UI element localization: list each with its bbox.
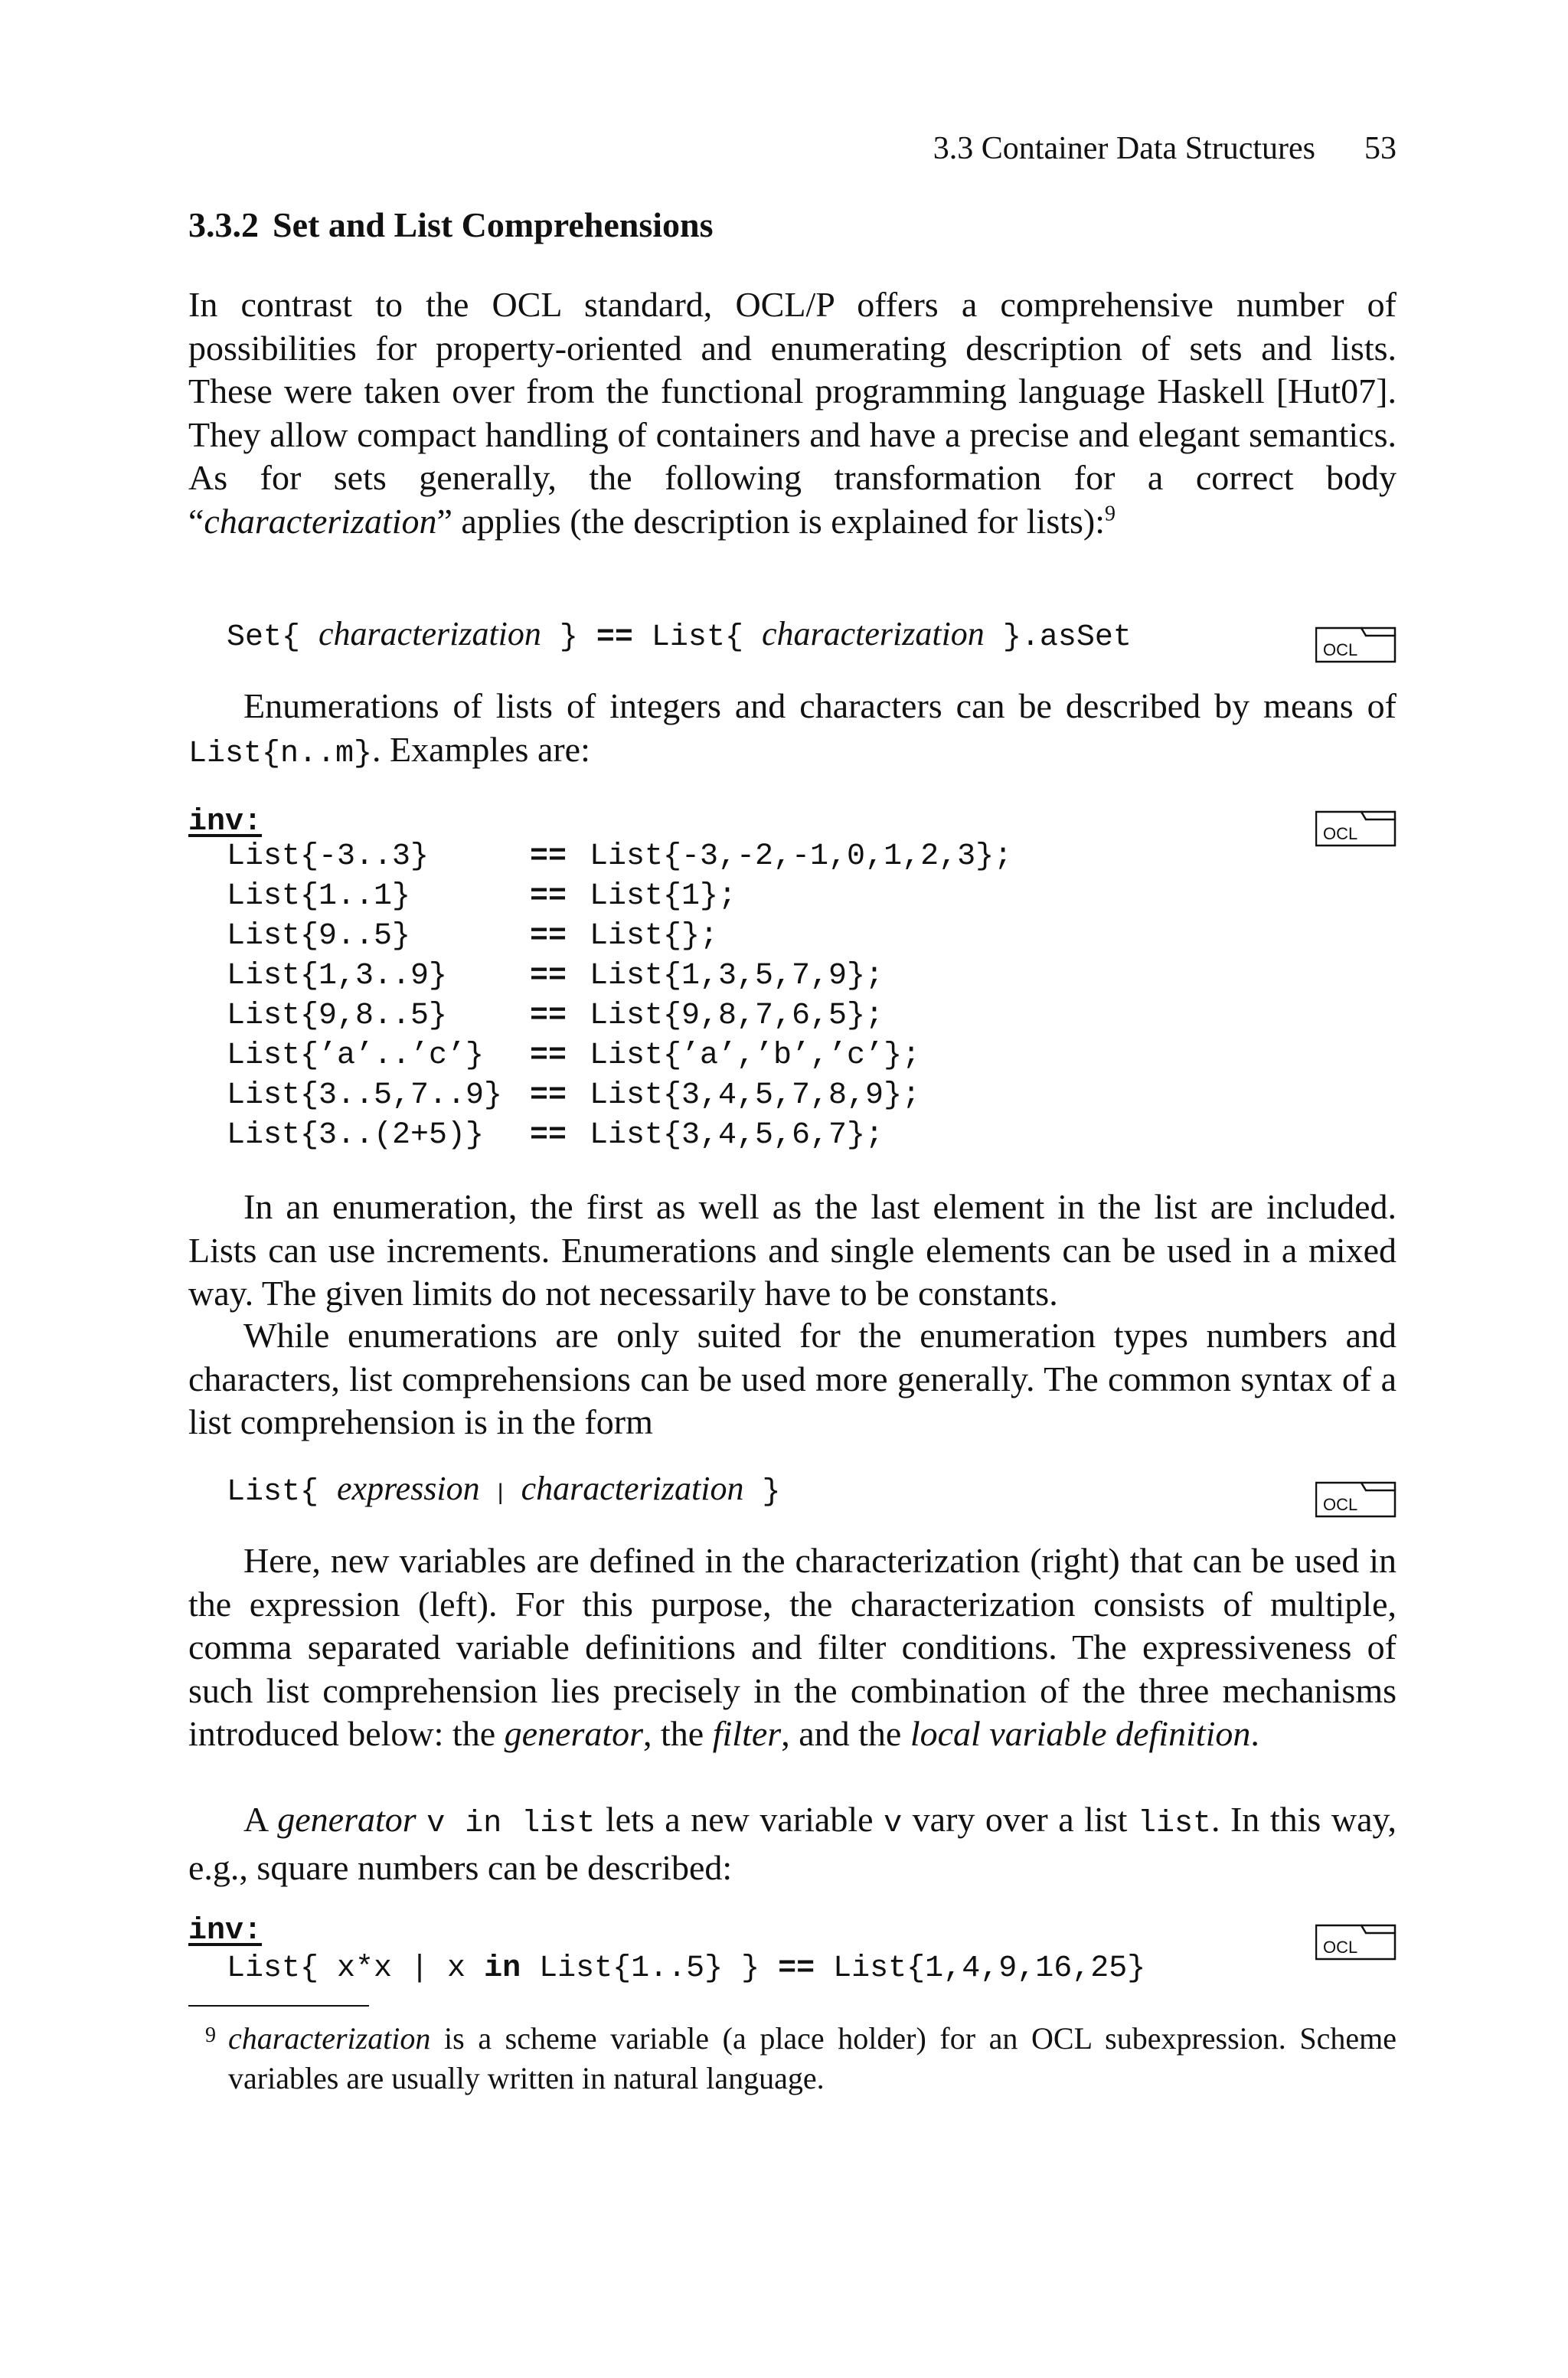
svg-text:OCL: OCL (1323, 640, 1358, 659)
enumeration-example-row: List{9..5} == List{}; (227, 919, 719, 953)
keyword-inv: inv: (188, 805, 263, 839)
enumeration-example-row: List{9,8..5} == List{9,8,7,6,5}; (227, 999, 884, 1033)
ocl-tab-icon (1315, 809, 1396, 847)
svg-text:OCL: OCL (1323, 1495, 1358, 1514)
enumeration-example-row: List{1,3..9} == List{1,3,5,7,9}; (227, 959, 884, 993)
svg-text:OCL: OCL (1323, 824, 1358, 843)
code-set-equivalence: Set{ characterization } == List{ characterization }.asSet (227, 615, 1132, 655)
ocl-tab-icon (1315, 1480, 1396, 1518)
paragraph-enumerations: Enumerations of lists of integers and characters can be described by means of List{n..m}. Examples are: (188, 686, 1396, 771)
running-head-section: 3.3 Container Data Structures (933, 131, 1315, 166)
ocl-marker (1315, 809, 1396, 847)
paragraph-generator: A generator v in list lets a new variable v vary over a list list. In this way, e.g., square numbers can be described: (188, 1800, 1397, 1887)
footnote: 9 characterization is a scheme variable (a place holder) for an OCL subexpression. Scheme variables are usually written in natural language. (188, 2019, 1396, 2098)
ocl-marker (1315, 625, 1396, 663)
paragraph-enumeration-rules: In an enumeration, the first as well as the last element in the list are included. Lists can use increments. Enumerations and single elements can be used in a mixed way. The given limits do not necessarily have to be constants. (188, 1187, 1396, 1313)
page-number: 53 (1364, 131, 1396, 166)
code-square-numbers: List{ x*x | x in List{1..5} } == List{1,4,9,16,25} (227, 1951, 1146, 1986)
ocl-marker (1315, 1480, 1396, 1518)
section-number: 3.3.2 (188, 205, 259, 244)
enumeration-example-row: List{3..(2+5)} == List{3,4,5,6,7}; (227, 1118, 884, 1153)
footnote-ref: 9 (1105, 502, 1116, 526)
enumeration-example-row: List{’a’..’c’} == List{’a’,’b’,’c’}; (227, 1039, 921, 1073)
ocl-tab-icon (1315, 625, 1396, 663)
footnote-divider (188, 2005, 369, 2007)
svg-text:OCL: OCL (1323, 1938, 1358, 1957)
ocl-marker (1315, 1922, 1396, 1961)
section-title (188, 204, 714, 247)
ocl-tab-icon (1315, 1922, 1396, 1961)
section-title-text: Set and List Comprehensions (273, 205, 714, 244)
code-list-comprehension-syntax: List{ expression | characterization } (227, 1470, 781, 1510)
footnote-mark: 9 (205, 2023, 216, 2047)
enumeration-example-row: List{1..1} == List{1}; (227, 879, 737, 914)
running-head (707, 127, 1396, 170)
enumeration-example-row: List{-3..3} == List{-3,-2,-1,0,1,2,3}; (227, 839, 1013, 874)
enumeration-example-row: List{3..5,7..9} == List{3,4,5,7,8,9}; (227, 1078, 921, 1113)
keyword-inv: inv: (188, 1914, 263, 1948)
paragraph-characterization: Here, new variables are defined in the characterization (right) that can be used in the expression (left). For this purpose, the characterization consists of multiple, comma separated variable definitions and filter conditions. The expressiveness of such list comprehension lies precisely in the combination of the three mechanisms introduced below: the generator, the filter, and the local variable definition. (188, 1541, 1396, 1753)
paragraph-list-comprehension: While enumerations are only suited for the enumeration types numbers and characters, list comprehensions can be used more generally. The common syntax of a list comprehension is in the form (188, 1316, 1396, 1441)
paragraph-intro: In contrast to the OCL standard, OCL/P offers a comprehensive number of possibilities for property-oriented and enumerating description of sets and lists. These were taken over from the functional programming language Haskell [Hut07]. They allow compact handling of containers and have a precise and elegant semantics. As for sets generally, the following transformation for a correct body “characterization” applies (the description is explained for lists):$^9$ (188, 285, 1396, 541)
